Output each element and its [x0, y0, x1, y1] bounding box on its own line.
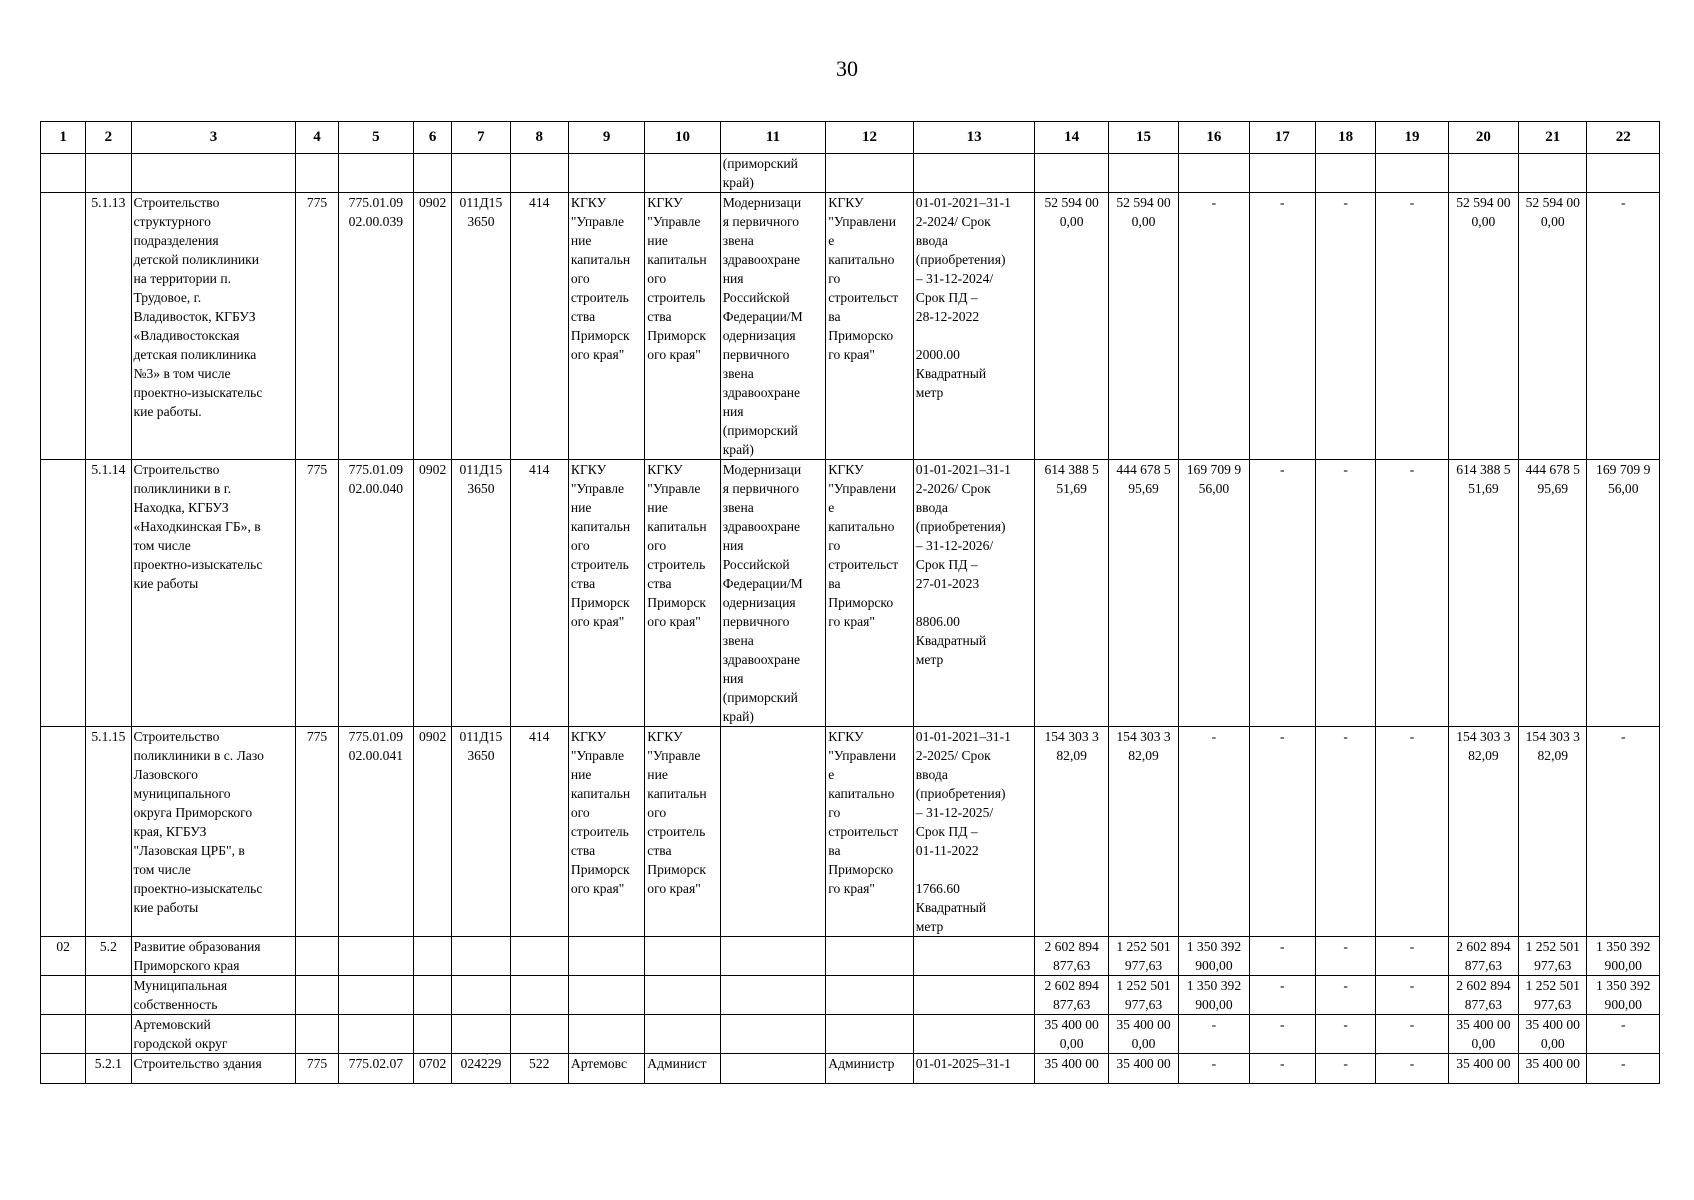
table-cell-col-7: 024229	[452, 1054, 510, 1084]
table-cell-col-19: -	[1376, 460, 1448, 727]
table-cell-col-1	[41, 1015, 86, 1054]
column-header-14: 14	[1035, 122, 1108, 154]
table-cell-col-21	[1519, 154, 1587, 193]
table-cell-col-10: КГКУ "Управле ние капитальн ого строитель ства Приморск ого края"	[645, 727, 720, 937]
table-cell-col-22: 1 350 392 900,00	[1587, 937, 1660, 976]
table-cell-col-9: КГКУ "Управле ние капитальн ого строитель ства Приморск ого края"	[568, 193, 644, 460]
table-cell-col-8	[510, 1015, 568, 1054]
table-cell-col-17: -	[1249, 1015, 1315, 1054]
table-cell-col-10	[645, 976, 720, 1015]
column-header-6: 6	[414, 122, 452, 154]
table-cell-col-2	[86, 154, 131, 193]
table-cell-col-17: -	[1249, 937, 1315, 976]
table-cell-col-1	[41, 460, 86, 727]
table-row	[41, 460, 1660, 727]
table-cell-col-8	[510, 937, 568, 976]
table-cell-col-14: 2 602 894 877,63	[1035, 976, 1108, 1015]
table-cell-col-1	[41, 154, 86, 193]
table-cell-col-13	[913, 976, 1035, 1015]
table-cell-col-21: 1 252 501 977,63	[1519, 937, 1587, 976]
table-cell-col-5	[338, 154, 413, 193]
table-cell-col-19	[1376, 154, 1448, 193]
table-cell-col-22: 169 709 9 56,00	[1587, 460, 1660, 727]
table-cell-col-10	[645, 1015, 720, 1054]
table-cell-col-21: 35 400 00	[1519, 1054, 1587, 1084]
table-cell-col-12	[826, 976, 913, 1015]
table-cell-col-6: 0702	[414, 1054, 452, 1084]
table-cell-col-15	[1108, 154, 1178, 193]
table-cell-col-20: 2 602 894 877,63	[1448, 937, 1518, 976]
table-cell-col-15: 154 303 3 82,09	[1108, 727, 1178, 937]
table-cell-col-21: 35 400 00 0,00	[1519, 1015, 1587, 1054]
table-cell-col-11: Модернизаци я первичного звена здравоохране ния Российской Федерации/М одернизация первичного звена здравоохране ния (приморский край)	[720, 193, 826, 460]
table-cell-col-18: -	[1315, 193, 1375, 460]
table-cell-col-18: -	[1315, 1015, 1375, 1054]
column-header-20: 20	[1448, 122, 1518, 154]
table-cell-col-4: 775	[296, 460, 338, 727]
table-cell-col-12: Администр	[826, 1054, 913, 1084]
table-cell-col-13	[913, 1015, 1035, 1054]
table-cell-col-22: -	[1587, 193, 1660, 460]
column-header-5: 5	[338, 122, 413, 154]
table-row	[41, 154, 1660, 193]
table-cell-col-2: 5.1.13	[86, 193, 131, 460]
table-cell-col-18: -	[1315, 727, 1375, 937]
table-cell-col-6	[414, 937, 452, 976]
table-cell-col-13: 01-01-2021–31-1 2-2024/ Срок ввода (приобретения) – 31-12-2024/ Срок ПД – 28-12-2022 2000.00 Квадратный метр	[913, 193, 1035, 460]
table-cell-col-19: -	[1376, 976, 1448, 1015]
column-header-22: 22	[1587, 122, 1660, 154]
table-cell-col-17: -	[1249, 193, 1315, 460]
table-cell-col-22: 1 350 392 900,00	[1587, 976, 1660, 1015]
table-cell-col-14: 2 602 894 877,63	[1035, 937, 1108, 976]
table-cell-col-11	[720, 976, 826, 1015]
table-cell-col-3: Развитие образования Приморского края	[131, 937, 296, 976]
table-cell-col-9	[568, 937, 644, 976]
header-row	[41, 122, 1660, 154]
table-cell-col-17: -	[1249, 976, 1315, 1015]
table-cell-col-7	[452, 976, 510, 1015]
table-cell-col-1	[41, 727, 86, 937]
table-row	[41, 937, 1660, 976]
table-cell-col-7	[452, 937, 510, 976]
table-cell-col-5: 775.01.09 02.00.039	[338, 193, 413, 460]
column-header-15: 15	[1108, 122, 1178, 154]
table-cell-col-15: 1 252 501 977,63	[1108, 976, 1178, 1015]
scan-speck	[486, 1054, 488, 1055]
table-cell-col-6	[414, 1015, 452, 1054]
table-cell-col-6	[414, 154, 452, 193]
table-cell-col-11: (приморский край)	[720, 154, 826, 193]
table-cell-col-6	[414, 976, 452, 1015]
table-cell-col-9: КГКУ "Управле ние капитальн ого строитель ства Приморск ого края"	[568, 727, 644, 937]
table-cell-col-18: -	[1315, 937, 1375, 976]
table-cell-col-14: 154 303 3 82,09	[1035, 727, 1108, 937]
table-cell-col-14: 35 400 00 0,00	[1035, 1015, 1108, 1054]
table-cell-col-21: 1 252 501 977,63	[1519, 976, 1587, 1015]
table-cell-col-20: 52 594 00 0,00	[1448, 193, 1518, 460]
table-row	[41, 193, 1660, 460]
table-cell-col-22: -	[1587, 727, 1660, 937]
table-cell-col-19: -	[1376, 1054, 1448, 1084]
table-cell-col-2: 5.2.1	[86, 1054, 131, 1084]
table-cell-col-8	[510, 154, 568, 193]
table-cell-col-11: Модернизаци я первичного звена здравоохране ния Российской Федерации/М одернизация первичного звена здравоохране ния (приморский край)	[720, 460, 826, 727]
table-cell-col-22: -	[1587, 1054, 1660, 1084]
table-cell-col-1	[41, 1054, 86, 1084]
table-cell-col-14: 614 388 5 51,69	[1035, 460, 1108, 727]
table-cell-col-4: 775	[296, 193, 338, 460]
table-cell-col-15: 35 400 00 0,00	[1108, 1015, 1178, 1054]
column-header-7: 7	[452, 122, 510, 154]
table-cell-col-2	[86, 1015, 131, 1054]
table-cell-col-5: 775.01.09 02.00.040	[338, 460, 413, 727]
table-cell-col-18: -	[1315, 976, 1375, 1015]
table-cell-col-2: 5.1.14	[86, 460, 131, 727]
table-cell-col-12	[826, 937, 913, 976]
table-cell-col-21: 52 594 00 0,00	[1519, 193, 1587, 460]
table-cell-col-13: 01-01-2025–31-1	[913, 1054, 1035, 1084]
table-cell-col-16: -	[1179, 1054, 1249, 1084]
table-cell-col-16: -	[1179, 727, 1249, 937]
table-cell-col-4: 775	[296, 1054, 338, 1084]
table-cell-col-4	[296, 1015, 338, 1054]
column-header-21: 21	[1519, 122, 1587, 154]
table-cell-col-13	[913, 154, 1035, 193]
table-cell-col-1	[41, 976, 86, 1015]
table-cell-col-19: -	[1376, 1015, 1448, 1054]
table-cell-col-20: 35 400 00	[1448, 1054, 1518, 1084]
table-cell-col-6: 0902	[414, 727, 452, 937]
table-cell-col-16: 1 350 392 900,00	[1179, 937, 1249, 976]
table-cell-col-10	[645, 937, 720, 976]
table-cell-col-4	[296, 976, 338, 1015]
table-cell-col-2: 5.1.15	[86, 727, 131, 937]
column-header-18: 18	[1315, 122, 1375, 154]
table-cell-col-3: Строительство поликлиники в с. Лазо Лазовского муниципального округа Приморского края, КГБУЗ "Лазовская ЦРБ", в том числе проектно-изыскательс кие работы	[131, 727, 296, 937]
table-cell-col-8: 522	[510, 1054, 568, 1084]
table-cell-col-19: -	[1376, 727, 1448, 937]
table-cell-col-11	[720, 727, 826, 937]
table-cell-col-9	[568, 976, 644, 1015]
table-cell-col-15: 444 678 5 95,69	[1108, 460, 1178, 727]
table-cell-col-13: 01-01-2021–31-1 2-2025/ Срок ввода (приобретения) – 31-12-2025/ Срок ПД – 01-11-2022 1766.60 Квадратный метр	[913, 727, 1035, 937]
table-cell-col-7: 011Д15 3650	[452, 460, 510, 727]
table-cell-col-20: 2 602 894 877,63	[1448, 976, 1518, 1015]
table-cell-col-14	[1035, 154, 1108, 193]
table-cell-col-5	[338, 1015, 413, 1054]
table-cell-col-17	[1249, 154, 1315, 193]
table-cell-col-16: -	[1179, 1015, 1249, 1054]
scan-speck	[1376, 1054, 1378, 1055]
table-cell-col-12	[826, 154, 913, 193]
table-cell-col-8: 414	[510, 460, 568, 727]
table-cell-col-10: КГКУ "Управле ние капитальн ого строитель ства Приморск ого края"	[645, 460, 720, 727]
table-cell-col-12: КГКУ "Управлени е капитально го строительст ва Приморско го края"	[826, 727, 913, 937]
table-cell-col-15: 52 594 00 0,00	[1108, 193, 1178, 460]
table-cell-col-22: -	[1587, 1015, 1660, 1054]
column-header-2: 2	[86, 122, 131, 154]
table-cell-col-16: 169 709 9 56,00	[1179, 460, 1249, 727]
table-cell-col-6: 0902	[414, 193, 452, 460]
table-cell-col-17: -	[1249, 1054, 1315, 1084]
table-cell-col-3: Строительство поликлиники в г. Находка, КГБУЗ «Находкинская ГБ», в том числе проектно-изыскательс кие работы	[131, 460, 296, 727]
column-header-10: 10	[645, 122, 720, 154]
table-cell-col-6: 0902	[414, 460, 452, 727]
table-cell-col-2: 5.2	[86, 937, 131, 976]
table-cell-col-18	[1315, 154, 1375, 193]
table-cell-col-13	[913, 937, 1035, 976]
table-cell-col-7: 011Д15 3650	[452, 193, 510, 460]
page-number: 30	[836, 56, 858, 81]
table-cell-col-10: Админист	[645, 1054, 720, 1084]
table-cell-col-10	[645, 154, 720, 193]
table-row	[41, 1054, 1660, 1084]
table-cell-col-9: КГКУ "Управле ние капитальн ого строитель ства Приморск ого края"	[568, 460, 644, 727]
table-cell-col-8	[510, 976, 568, 1015]
column-header-12: 12	[826, 122, 913, 154]
table-cell-col-9	[568, 1015, 644, 1054]
column-header-4: 4	[296, 122, 338, 154]
table-cell-col-5: 775.02.07	[338, 1054, 413, 1084]
table-cell-col-2	[86, 976, 131, 1015]
table-cell-col-13: 01-01-2021–31-1 2-2026/ Срок ввода (приобретения) – 31-12-2026/ Срок ПД – 27-01-2023 8806.00 Квадратный метр	[913, 460, 1035, 727]
column-header-11: 11	[720, 122, 826, 154]
table-cell-col-3: Строительство здания	[131, 1054, 296, 1084]
table-cell-col-18: -	[1315, 460, 1375, 727]
table-cell-col-7: 011Д15 3650	[452, 727, 510, 937]
table-cell-col-20: 154 303 3 82,09	[1448, 727, 1518, 937]
column-header-17: 17	[1249, 122, 1315, 154]
table-cell-col-17: -	[1249, 460, 1315, 727]
table-cell-col-18: -	[1315, 1054, 1375, 1084]
table-cell-col-15: 1 252 501 977,63	[1108, 937, 1178, 976]
table-cell-col-3: Муниципальная собственность	[131, 976, 296, 1015]
table-cell-col-16	[1179, 154, 1249, 193]
column-header-8: 8	[510, 122, 568, 154]
column-header-1: 1	[41, 122, 86, 154]
table-cell-col-5	[338, 976, 413, 1015]
table-cell-col-14: 35 400 00	[1035, 1054, 1108, 1084]
table-cell-col-22	[1587, 154, 1660, 193]
table-cell-col-9	[568, 154, 644, 193]
table-row	[41, 1015, 1660, 1054]
table-cell-col-7	[452, 1015, 510, 1054]
table-cell-col-12: КГКУ "Управлени е капитально го строительст ва Приморско го края"	[826, 193, 913, 460]
table-cell-col-16: -	[1179, 193, 1249, 460]
table-cell-col-11	[720, 1054, 826, 1084]
table-cell-col-14: 52 594 00 0,00	[1035, 193, 1108, 460]
table-cell-col-3: Артемовский городской округ	[131, 1015, 296, 1054]
table-cell-col-21: 154 303 3 82,09	[1519, 727, 1587, 937]
table-cell-col-17: -	[1249, 727, 1315, 937]
table-cell-col-4: 775	[296, 727, 338, 937]
table-cell-col-20: 35 400 00 0,00	[1448, 1015, 1518, 1054]
table-cell-col-19: -	[1376, 937, 1448, 976]
table-cell-col-11	[720, 1015, 826, 1054]
table-cell-col-19: -	[1376, 193, 1448, 460]
table-cell-col-20: 614 388 5 51,69	[1448, 460, 1518, 727]
table-cell-col-20	[1448, 154, 1518, 193]
table-cell-col-5: 775.01.09 02.00.041	[338, 727, 413, 937]
table-cell-col-5	[338, 937, 413, 976]
table-cell-col-8: 414	[510, 193, 568, 460]
table-cell-col-1	[41, 193, 86, 460]
table-row	[41, 727, 1660, 937]
column-header-19: 19	[1376, 122, 1448, 154]
table-row	[41, 976, 1660, 1015]
table-cell-col-8: 414	[510, 727, 568, 937]
table-cell-col-10: КГКУ "Управле ние капитальн ого строитель ства Приморск ого края"	[645, 193, 720, 460]
table-cell-col-16: 1 350 392 900,00	[1179, 976, 1249, 1015]
table-cell-col-7	[452, 154, 510, 193]
table-cell-col-12	[826, 1015, 913, 1054]
column-header-3: 3	[131, 122, 296, 154]
column-header-16: 16	[1179, 122, 1249, 154]
table-cell-col-1: 02	[41, 937, 86, 976]
budget-table	[40, 121, 1660, 1084]
table-cell-col-3: Строительство структурного подразделения детской поликлиники на территории п. Трудовое, г. Владивосток, КГБУЗ «Владивостокская детская поликлиника №3» в том числе проектно-изыскательс кие работы.	[131, 193, 296, 460]
table-cell-col-4	[296, 937, 338, 976]
table-cell-col-12: КГКУ "Управлени е капитально го строительст ва Приморско го края"	[826, 460, 913, 727]
table-cell-col-15: 35 400 00	[1108, 1054, 1178, 1084]
table-cell-col-9: Артемовс	[568, 1054, 644, 1084]
table-cell-col-4	[296, 154, 338, 193]
table-cell-col-3	[131, 154, 296, 193]
column-header-9: 9	[568, 122, 644, 154]
column-header-13: 13	[913, 122, 1035, 154]
table-cell-col-11	[720, 937, 826, 976]
table-cell-col-21: 444 678 5 95,69	[1519, 460, 1587, 727]
